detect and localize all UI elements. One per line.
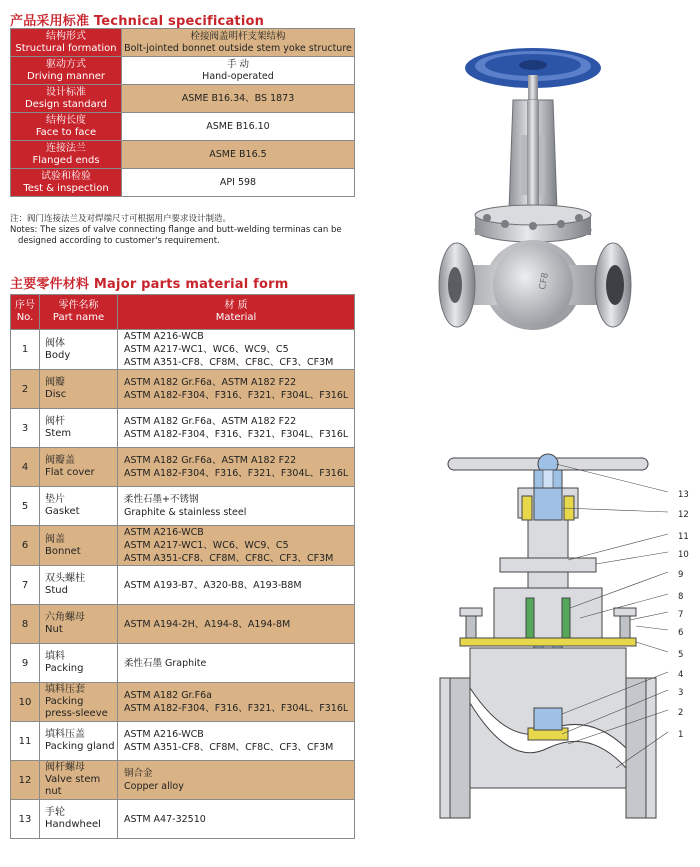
material-cell xyxy=(118,722,355,761)
material-line: ASTM A216-WCB xyxy=(124,527,204,538)
part-name xyxy=(40,800,118,839)
material-cell xyxy=(118,683,355,722)
row-number: 13 xyxy=(11,800,40,839)
part-name xyxy=(40,722,118,761)
material-row xyxy=(11,800,355,839)
header-no: 序号 No. xyxy=(11,295,40,330)
spec-value-en: Hand-operated xyxy=(202,70,274,82)
part-name-en: Packing press-sleeve xyxy=(45,696,108,719)
material-row xyxy=(11,644,355,683)
spec-label-zh: 连接法兰 xyxy=(46,142,86,154)
part-name xyxy=(40,605,118,644)
part-name xyxy=(40,644,118,683)
spec-value-en: API 598 xyxy=(219,176,257,188)
material-line: ASTM A351-CF8、CF8M、CF8C、CF3、CF3M xyxy=(124,553,334,564)
row-number: 8 xyxy=(11,605,40,644)
part-name-en: Body xyxy=(45,349,71,361)
spec-value xyxy=(122,85,355,113)
material-line: ASTM A182-F304、F316、F321、F304L、F316L xyxy=(124,468,349,479)
spec-value-en: ASME B16.34、BS 1873 xyxy=(181,92,295,104)
part-name-en: Stud xyxy=(45,585,68,596)
material-line: ASTM A217-WC1、WC6、WC9、C5 xyxy=(124,344,289,355)
material-row xyxy=(11,330,355,370)
row-number: 1 xyxy=(11,330,40,370)
material-cell xyxy=(118,526,355,566)
spec-value-en: ASME B16.10 xyxy=(206,120,270,132)
callout-labels xyxy=(678,490,689,740)
spec-label-en: Driving manner xyxy=(27,70,105,82)
part-name-zh: 双头螺柱 xyxy=(45,573,85,584)
part-name xyxy=(40,566,118,605)
callout-label: 8 xyxy=(678,592,684,602)
callout-label: 9 xyxy=(678,570,684,580)
spec-label-zh: 设计标准 xyxy=(46,86,86,98)
part-name-en: Bonnet xyxy=(45,545,81,557)
material-line: ASTM A351-CF8、CF8M、CF8C、CF3、CF3M xyxy=(124,357,334,368)
part-name xyxy=(40,409,118,448)
material-cell xyxy=(118,409,355,448)
material-line: ASTM A351-CF8、CF8M、CF8C、CF3、CF3M xyxy=(124,742,334,753)
part-name-zh: 填料压盖 xyxy=(45,729,85,740)
spec-label-en: Structural formation xyxy=(15,42,117,54)
spec-label-en: Test & inspection xyxy=(23,182,109,194)
part-name-en: Flat cover xyxy=(45,467,95,478)
callout-label: 5 xyxy=(678,650,684,660)
part-name-zh: 填料压套 xyxy=(45,684,85,695)
part-name xyxy=(40,370,118,409)
callout-label: 6 xyxy=(678,628,684,638)
part-name-zh: 垫片 xyxy=(45,494,65,505)
row-number: 2 xyxy=(11,370,40,409)
material-row xyxy=(11,761,355,800)
body-marking: CF8 xyxy=(538,271,551,291)
material-row xyxy=(11,526,355,566)
tech-spec-table xyxy=(10,28,355,197)
materials-header-row xyxy=(11,295,355,330)
notes-en-line2: designed according to customer's requirement. xyxy=(18,236,220,246)
material-line: ASTM A216-WCB xyxy=(124,729,204,740)
spec-label xyxy=(11,113,122,141)
spec-row xyxy=(11,85,355,113)
row-number: 11 xyxy=(11,722,40,761)
callout-label: 3 xyxy=(678,688,684,698)
row-number: 5 xyxy=(11,487,40,526)
part-name xyxy=(40,448,118,487)
part-name-zh: 阀杆 xyxy=(45,416,65,427)
callout-label: 12 xyxy=(678,510,689,520)
material-row xyxy=(11,409,355,448)
part-name-zh: 填料 xyxy=(45,651,65,662)
material-cell xyxy=(118,566,355,605)
row-number: 7 xyxy=(11,566,40,605)
spec-label xyxy=(11,29,122,57)
material-line: ASTM A182-F304、F316、F321、F304L、F316L xyxy=(124,429,349,440)
material-line: ASTM A182 Gr.F6a xyxy=(124,690,212,701)
part-name-en: Nut xyxy=(45,624,63,635)
spec-label-en: Face to face xyxy=(35,126,97,138)
material-line: ASTM A182 Gr.F6a、ASTM A182 F22 xyxy=(124,377,297,388)
tech-spec-title: 产品采用标准 Technical specification xyxy=(10,14,265,29)
callout-label: 10 xyxy=(678,550,689,560)
spec-label xyxy=(11,169,122,197)
material-line: 柔性石墨 Graphite xyxy=(124,657,207,669)
part-name xyxy=(40,487,118,526)
row-number: 4 xyxy=(11,448,40,487)
material-line: Copper alloy xyxy=(124,781,184,792)
part-name xyxy=(40,330,118,370)
material-row xyxy=(11,605,355,644)
material-cell xyxy=(118,370,355,409)
material-line: ASTM A182 Gr.F6a、ASTM A182 F22 xyxy=(124,455,297,466)
material-row xyxy=(11,722,355,761)
part-name-zh: 阀盖 xyxy=(45,533,65,545)
part-name-zh: 阀瓣 xyxy=(45,377,65,388)
material-line: ASTM A182-F304、F316、F321、F304L、F316L xyxy=(124,703,349,714)
spec-value-zh: 手 动 xyxy=(226,58,250,70)
material-line: 铜合金 xyxy=(124,768,153,779)
part-name-zh: 阀瓣盖 xyxy=(45,455,75,466)
material-cell xyxy=(118,330,355,370)
part-name-en: Packing xyxy=(45,663,84,674)
material-row xyxy=(11,487,355,526)
row-number: 10 xyxy=(11,683,40,722)
material-cell xyxy=(118,800,355,839)
material-cell xyxy=(118,644,355,683)
material-row xyxy=(11,683,355,722)
spec-value xyxy=(122,113,355,141)
spec-label-zh: 驱动方式 xyxy=(46,58,86,70)
part-name-zh: 阀体 xyxy=(45,337,65,349)
notes xyxy=(10,214,355,247)
notes-en-line1: Notes: The sizes of valve connecting flange and butt-welding terminas can be xyxy=(10,225,342,235)
spec-value xyxy=(122,141,355,169)
callout-label: 1 xyxy=(678,730,684,740)
notes-zh: 注：阀门连接法兰及对焊端尺寸可根据用户要求设计制造。 xyxy=(10,214,232,224)
header-material: 材 质 Material xyxy=(118,295,355,330)
materials-table xyxy=(10,294,355,839)
part-name-en: Packing gland xyxy=(45,741,115,752)
material-line: ASTM A182 Gr.F6a、ASTM A182 F22 xyxy=(124,416,297,427)
spec-row xyxy=(11,141,355,169)
material-row xyxy=(11,448,355,487)
part-name-en: Valve stem nut xyxy=(45,774,101,797)
spec-value xyxy=(122,169,355,197)
row-number: 12 xyxy=(11,761,40,800)
material-line: ASTM A193-B7、A320-B8、A193-B8M xyxy=(124,579,302,591)
part-name xyxy=(40,761,118,800)
part-name-zh: 阀杆螺母 xyxy=(45,762,85,773)
spec-label xyxy=(11,141,122,169)
material-line: ASTM A194-2H、A194-8、A194-8M xyxy=(124,618,291,630)
spec-label-en: Flanged ends xyxy=(32,154,100,166)
material-line: ASTM A217-WC1、WC6、WC9、C5 xyxy=(124,540,289,551)
part-name xyxy=(40,526,118,566)
part-name-en: Gasket xyxy=(45,506,80,517)
material-cell xyxy=(118,448,355,487)
row-number: 3 xyxy=(11,409,40,448)
spec-value xyxy=(122,57,355,85)
material-line: 柔性石墨+不锈钢 xyxy=(124,494,199,505)
row-number: 6 xyxy=(11,526,40,566)
material-cell xyxy=(118,605,355,644)
materials-title: 主要零件材料 Major parts material form xyxy=(10,277,289,292)
sectional-drawing xyxy=(430,448,700,863)
part-name-en: Disc xyxy=(45,389,67,400)
material-line: ASTM A47-32510 xyxy=(124,813,206,825)
spec-label-zh: 结构长度 xyxy=(46,114,86,126)
material-line: Graphite & stainless steel xyxy=(124,507,247,518)
spec-row xyxy=(11,57,355,85)
valve-photo xyxy=(435,40,680,340)
spec-value-en: Bolt-jointed bonnet outside stem yoke structure xyxy=(124,42,352,54)
spec-label xyxy=(11,85,122,113)
spec-value-zh: 栓接阀盖明杆支架结构 xyxy=(190,30,286,42)
header-part: 零件名称 Part name xyxy=(40,295,118,330)
callout-label: 2 xyxy=(678,708,684,718)
spec-row xyxy=(11,29,355,57)
material-row xyxy=(11,566,355,605)
material-row xyxy=(11,370,355,409)
callout-label: 7 xyxy=(678,610,684,620)
material-cell xyxy=(118,761,355,800)
material-line: ASTM A216-WCB xyxy=(124,331,204,342)
callout-label: 11 xyxy=(678,532,689,542)
spec-label-en: Design standard xyxy=(24,98,108,110)
part-name-zh: 六角螺母 xyxy=(45,612,85,623)
spec-row xyxy=(11,113,355,141)
part-name-en: Handwheel xyxy=(45,819,101,830)
callout-label: 4 xyxy=(678,670,684,680)
spec-row xyxy=(11,169,355,197)
part-name xyxy=(40,683,118,722)
spec-value-en: ASME B16.5 xyxy=(209,148,267,160)
row-number: 9 xyxy=(11,644,40,683)
spec-label-zh: 结构形式 xyxy=(46,30,86,42)
part-name-en: Stem xyxy=(45,428,72,439)
material-cell xyxy=(118,487,355,526)
spec-label xyxy=(11,57,122,85)
material-line: ASTM A182-F304、F316、F321、F304L、F316L xyxy=(124,390,349,401)
callout-label: 13 xyxy=(678,490,689,500)
spec-value xyxy=(122,29,355,57)
part-name-zh: 手轮 xyxy=(45,807,65,818)
spec-label-zh: 试验和检验 xyxy=(41,170,91,182)
